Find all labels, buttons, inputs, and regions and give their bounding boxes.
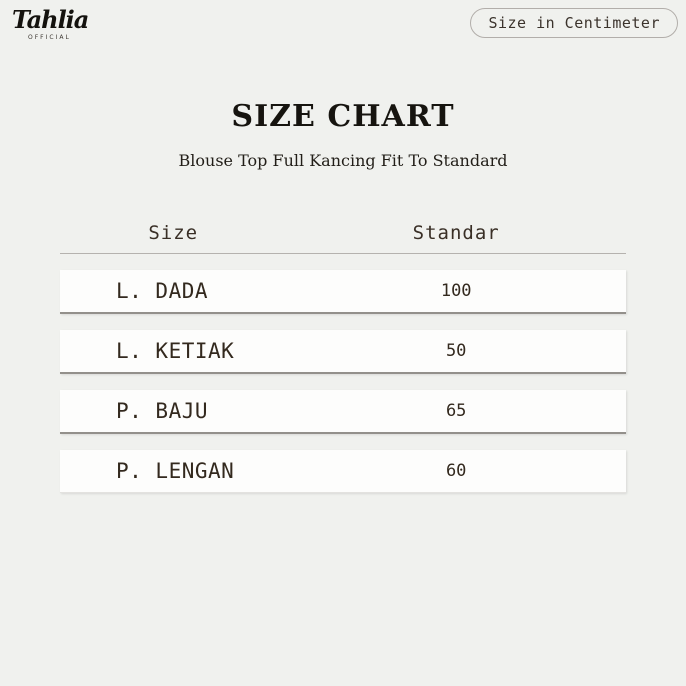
measurement-label: P. BAJU <box>116 399 209 424</box>
column-header-standar: Standar <box>412 222 500 245</box>
table-row <box>60 330 626 374</box>
brand-tagline: OFFICIAL <box>28 34 71 41</box>
brand-name: Tahlia <box>12 5 89 34</box>
page-title: SIZE CHART <box>231 99 455 134</box>
measurement-label: L. DADA <box>116 279 209 304</box>
table-row <box>60 450 626 493</box>
table-row <box>60 390 626 434</box>
brand-logo <box>12 5 89 41</box>
measurement-value: 65 <box>445 401 467 422</box>
measurement-value: 50 <box>445 341 467 362</box>
table-row <box>60 270 626 314</box>
measurement-value: 60 <box>445 461 467 482</box>
column-header-size: Size <box>148 222 199 245</box>
page-subtitle: Blouse Top Full Kancing Fit To Standard <box>178 151 508 170</box>
table-header-row <box>60 222 626 254</box>
top-bar <box>0 0 686 48</box>
measurement-value: 100 <box>440 281 472 302</box>
size-chart-table <box>60 222 626 493</box>
size-unit-button[interactable]: Size in Centimeter <box>470 8 678 38</box>
measurement-label: L. KETIAK <box>116 339 235 364</box>
measurement-label: P. LENGAN <box>116 459 235 484</box>
